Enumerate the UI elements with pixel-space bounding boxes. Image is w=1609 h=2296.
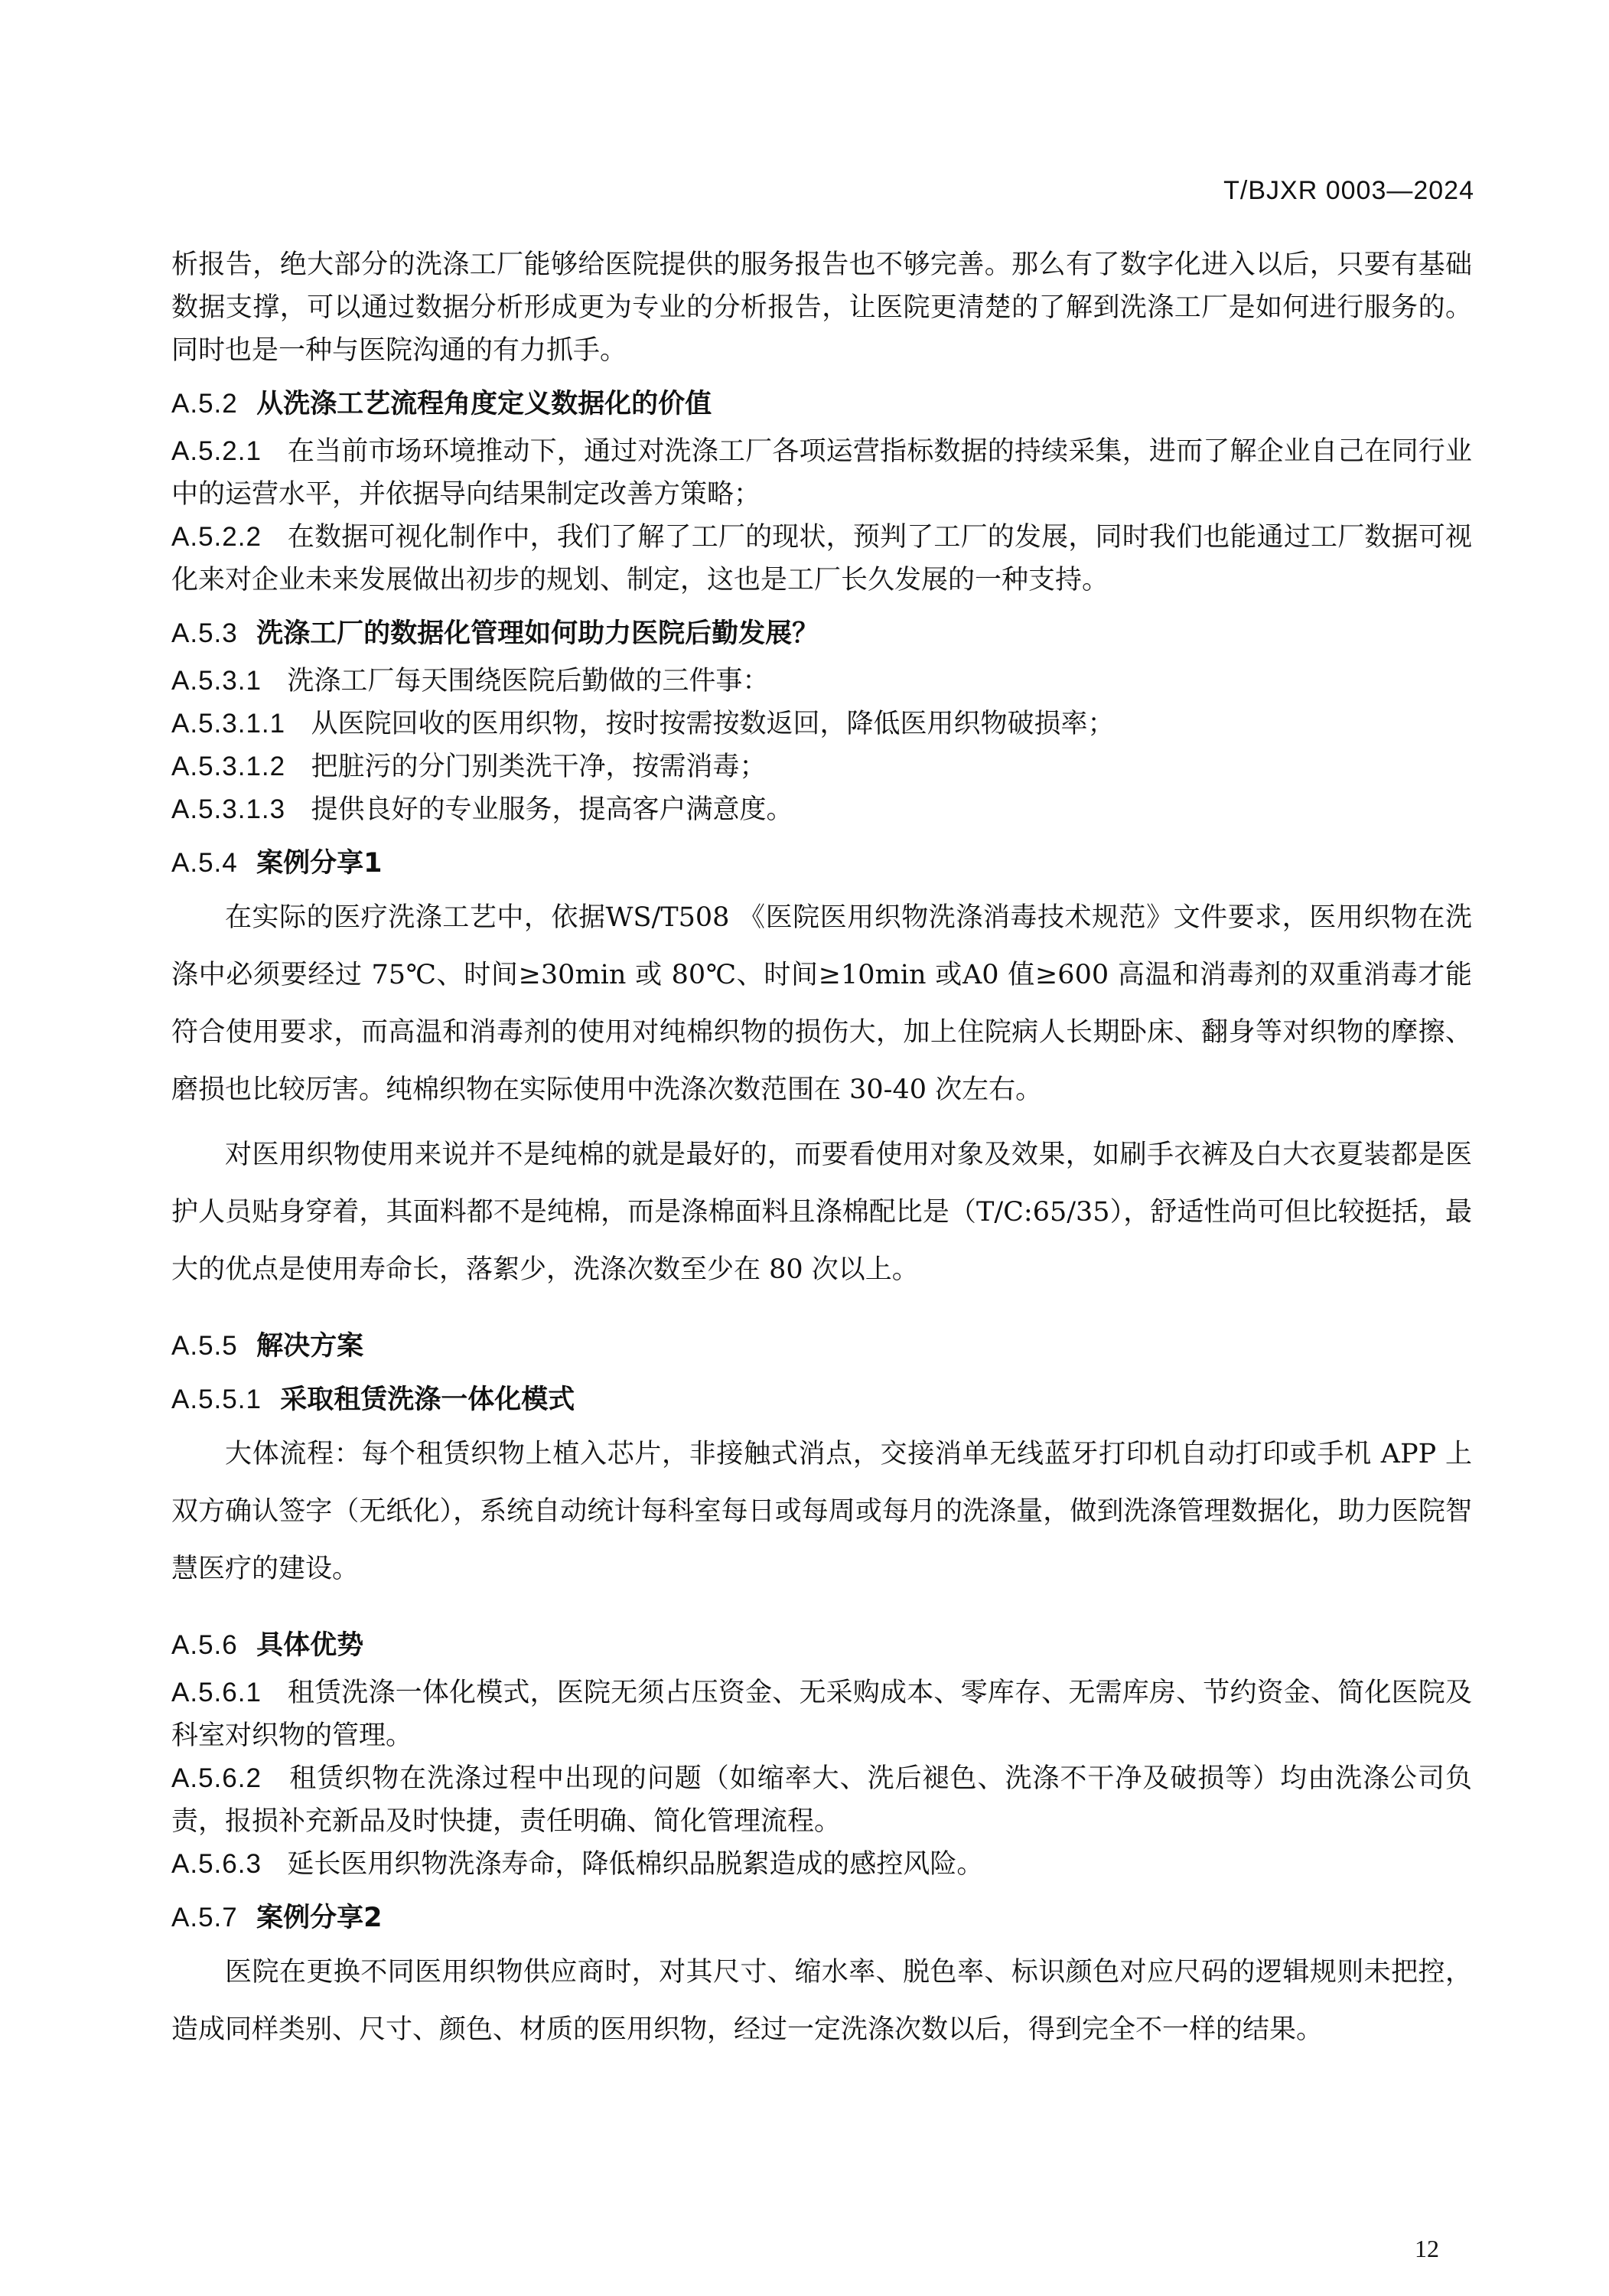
clause-a561: A.5.6.1 租赁洗涤一体化模式，医院无须占压资金、无采购成本、零库存、无需库房、节约资金、简化医院及科室对织物的管理。 [171,1678,1472,1751]
clause-a563: A.5.6.3 延长医用织物洗涤寿命，降低棉织品脱絮造成的感控风险。 [171,1849,984,1880]
clause-a562: A.5.6.2 租赁织物在洗涤过程中出现的问题（如缩率大、洗后褪色、洗涤不干净及破损等）均由洗涤公司负责，报损补充新品及时快捷，责任明确、简化管理流程。 [171,1763,1472,1837]
section-heading-a54: A.5.4 案例分享1 [171,848,383,879]
section-heading-a53: A.5.3 洗涤工厂的数据化管理如何助力医院后勤发展？ [171,618,819,649]
section-heading-a551: A.5.5.1 采取租赁洗涤一体化模式 [171,1384,575,1415]
clause-a5311: A.5.3.1.1 从医院回收的医用织物，按时按需按数返回，降低医用织物破损率； [171,709,1115,739]
clause-a521: A.5.2.1 在当前市场环境推动下，通过对洗涤工厂各项运营指标数据的持续采集，进而了解企业自己在同行业中的运营水平，并依据导向结果制定改善方策略； [171,436,1472,510]
solution-paragraph: 大体流程：每个租赁织物上植入芯片，非接触式消点，交接消单无线蓝牙打印机自动打印或手机 APP 上双方确认签字（无纸化），系统自动统计每科室每日或每周或每月的洗涤量，做到洗涤管理数据化，助力医院智慧医疗的建设。 [171,1439,1472,1584]
section-heading-a57: A.5.7 案例分享2 [171,1903,383,1933]
page-number: 12 [1415,2235,1439,2262]
clause-a531: A.5.3.1 洗涤工厂每天围绕医院后勤做的三件事： [171,666,770,696]
section-heading-a52: A.5.2 从洗涤工艺流程角度定义数据化的价值 [171,389,712,419]
section-heading-a55: A.5.5 解决方案 [171,1331,364,1362]
section-heading-a56: A.5.6 具体优势 [171,1630,364,1661]
clause-a522: A.5.2.2 在数据可视化制作中，我们了解了工厂的现状，预判了工厂的发展，同时我们也能通过工厂数据可视化来对企业未来发展做出初步的规划、制定，这也是工厂长久发展的一种支持。 [171,522,1472,595]
case-paragraph-2: 对医用织物使用来说并不是纯棉的就是最好的，而要看使用对象及效果，如刷手衣裤及白大衣夏装都是医护人员贴身穿着，其面料都不是纯棉，而是涤棉面料且涤棉配比是（T/C:65/35），舒适性尚可但比较挺括，最大的优点是使用寿命长，落絮少，洗涤次数至少在 80 次以上。 [171,1140,1472,1285]
clause-a5312: A.5.3.1.2 把脏污的分门别类洗干净，按需消毒； [171,752,767,782]
case-paragraph-3: 医院在更换不同医用织物供应商时，对其尺寸、缩水率、脱色率、标识颜色对应尺码的逻辑规则未把控，造成同样类别、尺寸、颜色、材质的医用织物，经过一定洗涤次数以后，得到完全不一样的结果。 [171,1957,1472,2045]
case-paragraph-1: 在实际的医疗洗涤工艺中，依据WS/T508 《医院医用织物洗涤消毒技术规范》文件要求，医用织物在洗涤中必须要经过 75℃、时间≥30min 或 80℃、时间≥10min 或A0 值≥600 高温和消毒剂的双重消毒才能符合使用要求，而高温和消毒剂的使用对纯棉织物的损伤大，加上住院病人长期卧床、翻身等对织物的摩擦、磨损也比较厉害。纯棉织物在实际使用中洗涤次数范围在 30-40 次左右。 [171,902,1472,1105]
document-code: T/BJXR 0003—2024 [1223,176,1474,205]
paragraph: 析报告，绝大部分的洗涤工厂能够给医院提供的服务报告也不够完善。那么有了数字化进入以后，只要有基础数据支撑，可以通过数据分析形成更为专业的分析报告，让医院更清楚的了解到洗涤工厂是如何进行服务的。同时也是一种与医院沟通的有力抓手。 [171,249,1472,366]
document-body [171,243,1472,2059]
clause-a5313: A.5.3.1.3 提供良好的专业服务，提高客户满意度。 [171,794,793,825]
